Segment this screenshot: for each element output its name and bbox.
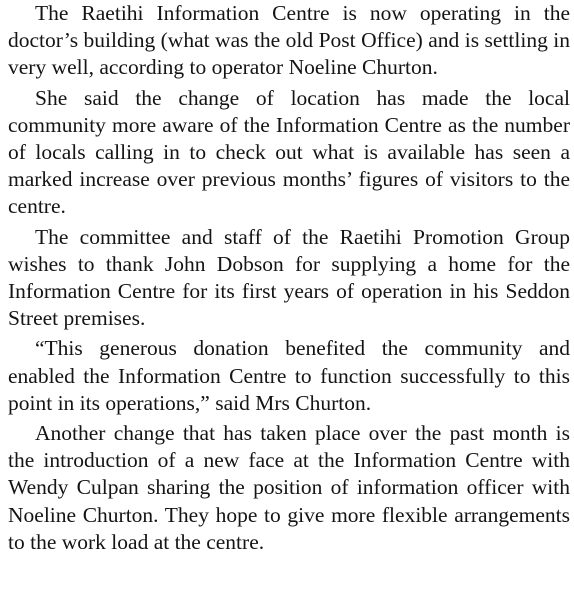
paragraph-community-awareness: She said the change of location has made the local community more aware of the Information Centre as the number of locals calling in to check out what is available has seen a marked increase over previous months’ figures of visitors to the centre. <box>8 85 570 219</box>
paragraph-churton-quote: “This generous donation benefited the community and enabled the Information Centre to function successfully to this point in its operations,” said Mrs Churton. <box>8 336 570 415</box>
paragraph-new-officer: Another change that has taken place over the past month is the introduction of a new face at the Information Centre with Wendy Culpan sharing the position of information officer with Noeline Churton. They hope to give more flexible arrangements to the work load at the centre. <box>8 421 570 554</box>
article-body <box>8 0 570 559</box>
paragraph-information-centre-move: The Raetihi Information Centre is now operating in the doctor’s building (what was the old Post Office) and is settling in very well, according to operator Noeline Churton. <box>8 1 570 80</box>
paragraph-thanks-john-dobson: The committee and staff of the Raetihi Promotion Group wishes to thank John Dobson for supplying a home for the Information Centre for its first years of operation in his Seddon Street premises. <box>8 224 570 331</box>
